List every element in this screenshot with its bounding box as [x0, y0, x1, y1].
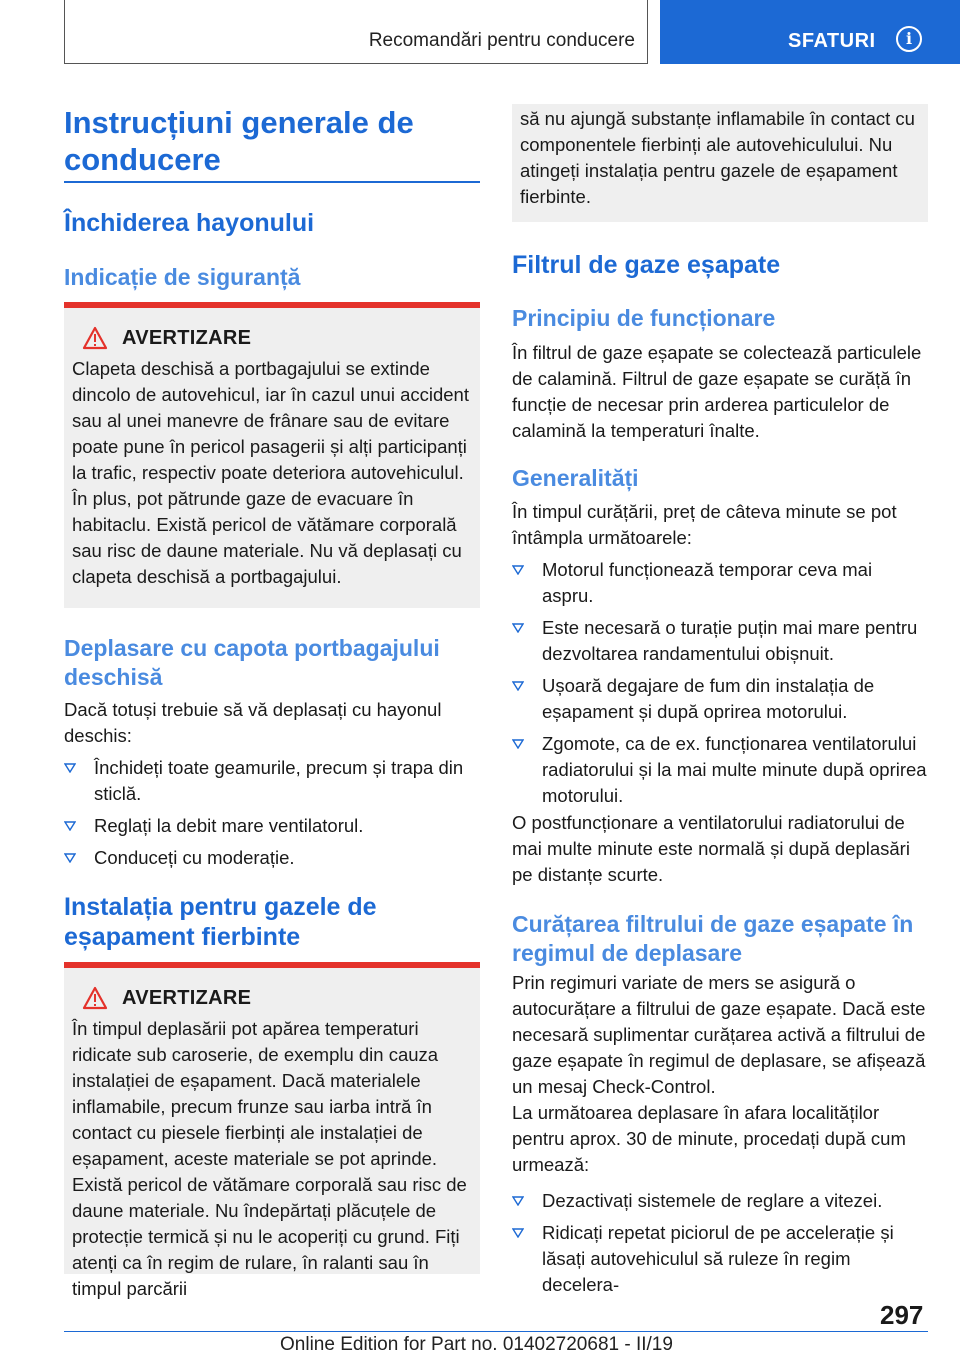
general-intro: În timpul curățării, preț de câteva minute se pot întâmpla următoarele: — [512, 501, 897, 548]
open-trunk-intro: Dacă totuși trebuie să vă deplasați cu hayonul deschis: — [64, 699, 442, 746]
heading-tailgate: Închiderea hayonului — [64, 209, 315, 237]
heading-general: Generalități — [512, 465, 639, 491]
warning-continuation-text: să nu ajungă substanțe inflamabile în contact cu componentele fierbinți ale autovehiculului. Nu atingeți instalația pentru gazele de eșapament fierbinte. — [520, 108, 915, 207]
list-item: Este necesară o turație puțin mai mare pentru dezvoltarea randamentului obișnuit. — [512, 615, 928, 667]
page-number: 297 — [880, 1300, 924, 1330]
general-list — [512, 557, 928, 815]
bullet-triangle-icon — [512, 623, 524, 633]
general-outro: O postfuncționare a ventilatorului radiatorului de mai multe minute este normală și după deplasări pe distanțe scurte. — [512, 812, 910, 885]
bullet-triangle-icon — [512, 1196, 524, 1206]
list-item: Ușoară degajare de fum din instalația de eșapament și după oprirea motorului. — [512, 673, 928, 725]
header-section-box — [64, 0, 648, 64]
header-chapter-label: SFATURI — [788, 30, 876, 52]
footer-edition: Online Edition for Part no. 01402720681 - II/19 — [280, 1334, 673, 1355]
warning-triangle-icon — [82, 326, 108, 350]
list-item: Dezactivați sistemele de reglare a vitezei. — [512, 1188, 928, 1214]
bullet-triangle-icon — [512, 681, 524, 691]
cleaning-list — [512, 1188, 928, 1304]
warning-header — [72, 986, 472, 1010]
bullet-triangle-icon — [512, 1228, 524, 1238]
heading-principle: Principiu de funcționare — [512, 305, 776, 331]
bullet-triangle-icon — [64, 763, 76, 773]
principle-text: În filtrul de gaze eșapate se colectează particulele de calamină. Filtrul de gaze eșapate se curăță în funcție de necesar prin arderea particulelor de calamină la temperaturi înalte. — [512, 342, 922, 441]
warning-box-tailgate — [64, 302, 480, 608]
warning-label: AVERTIZARE — [122, 986, 252, 1009]
warning-text: Clapeta deschisă a portbagajului se extinde dincolo de autovehicul, iar în cazul unui accident sau al unei manevre de frânare sau de evitare poate pune în pericol pasagerii și alți participanți la trafic, respectiv poate deteriora autovehiculul. În plus, pot pătrunde gaze de evacuare în habitaclu. Există pericol de vătămare corporală sau risc de daune materiale. Nu vă deplasați cu clapeta deschisă a portbagajului. — [72, 358, 469, 587]
heading-cleaning: Curățarea filtrului de gaze eșapate în regimul de deplasare — [512, 911, 914, 966]
bullet-triangle-icon — [64, 853, 76, 863]
cleaning-paragraph-2: La următoarea deplasare în afara localităților pentru aprox. 30 de minute, procedați după cum urmează: — [512, 1102, 906, 1175]
header-chapter-tab[interactable] — [660, 0, 960, 64]
page-title: Instrucțiuni generale de conducere — [64, 105, 414, 177]
warning-continuation-box — [512, 104, 928, 222]
warning-text: În timpul deplasării pot apărea temperaturi ridicate sub caroserie, de exemplu din cauza instalației de eșapament. Dacă materialele inflamabile, precum frunze sau iarba intră în contact cu piesele fierbinți ale instalației de eșapament, aceste materiale se pot aprinde. Există pericol de vătămare corporală sau risc de daune materiale. Nu îndepărtați plăcuțele de protecție termică și nu le acoperiți cu grund. Fiți atenți ca în regim de rulare, în ralanti sau în timpul parcării — [72, 1018, 467, 1299]
list-item: Zgomote, ca de ex. funcționarea ventilatorului radiatorului și la mai multe minute după oprirea motorului. — [512, 731, 928, 809]
warning-label: AVERTIZARE — [122, 326, 252, 349]
footer-rule — [64, 1331, 928, 1332]
list-item: Motorul funcționează temporar ceva mai aspru. — [512, 557, 928, 609]
warning-box-exhaust — [64, 962, 480, 1299]
warning-header — [72, 326, 472, 350]
heading-safety-note: Indicație de siguranță — [64, 264, 301, 290]
heading-exhaust: Instalația pentru gazele de eșapament fierbinte — [64, 893, 377, 951]
cleaning-paragraph-1: Prin regimuri variate de mers se asigură o autocurățare a filtrului de gaze eșapate. Dacă este necesară suplimentar curățarea activă a filtrului de gaze eșapate în regimul de deplasare, se afișează un mesaj Check-Control. — [512, 972, 926, 1097]
info-icon: i — [896, 26, 922, 52]
bullet-triangle-icon — [512, 565, 524, 575]
bullet-triangle-icon — [512, 739, 524, 749]
bullet-triangle-icon — [64, 821, 76, 831]
header-section-title: Recomandări pentru conducere — [368, 30, 635, 51]
warning-triangle-icon — [82, 986, 108, 1010]
list-item: Închideți toate geamurile, precum și trapa din sticlă. — [64, 755, 480, 807]
list-item: Ridicați repetat piciorul de pe accelerație și lăsați autovehiculul să ruleze în regim decelera- — [512, 1220, 928, 1298]
list-item: Reglați la debit mare ventilatorul. — [64, 813, 480, 839]
list-item: Conduceți cu moderație. — [64, 845, 480, 871]
open-trunk-list — [64, 755, 480, 877]
title-rule — [64, 181, 480, 183]
heading-exhaust-filter: Filtrul de gaze eșapate — [512, 251, 781, 279]
heading-open-trunk: Deplasare cu capota portbagajului deschisă — [64, 635, 440, 690]
